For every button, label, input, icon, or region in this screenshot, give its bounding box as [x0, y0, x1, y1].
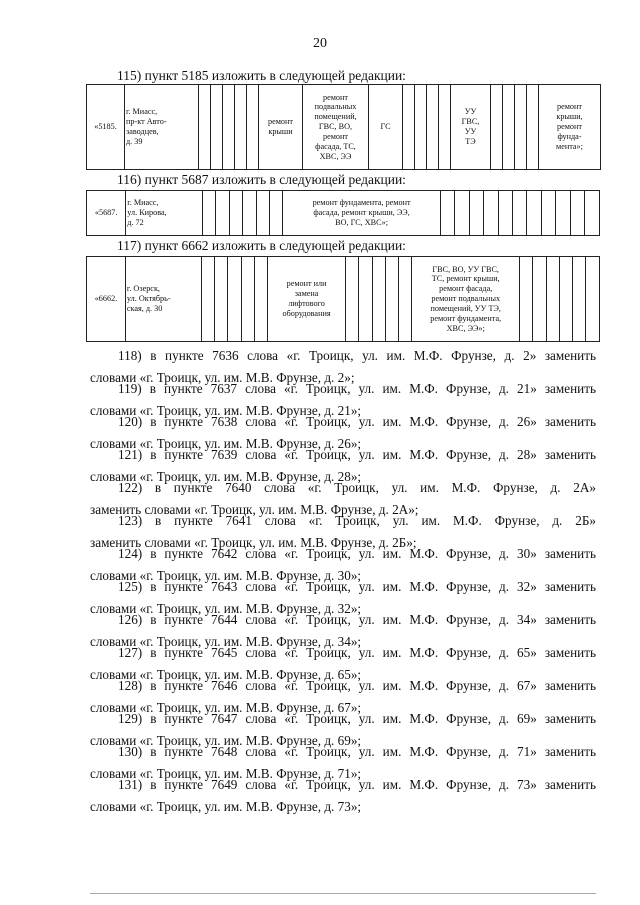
- empty-cell: [491, 85, 503, 170]
- empty-cell: [484, 191, 498, 236]
- empty-cell: [235, 85, 247, 170]
- table-row: [87, 85, 601, 170]
- empty-cell: [503, 85, 515, 170]
- paragraph-line: 123) в пункте 7641 слова «г. Троицк, ул. им. М.Ф. Фрунзе, д. 2Б»: [118, 513, 596, 528]
- empty-cell: [527, 191, 541, 236]
- paragraph-line: 120) в пункте 7638 слова «г. Троицк, ул. им. М.Ф. Фрунзе, д. 26» заменить: [118, 414, 596, 429]
- empty-cell: [513, 191, 527, 236]
- paragraph-line: 128) в пункте 7646 слова «г. Троицк, ул. им. М.Ф. Фрунзе, д. 67» заменить: [118, 678, 596, 693]
- empty-cell: [201, 257, 214, 342]
- cell-address: г. Озерск, ул. Октябрь- ская, д. 30: [125, 257, 201, 342]
- empty-cell: [527, 85, 539, 170]
- empty-cell: [573, 257, 586, 342]
- paragraph-line: заменить словами «г. Троицк, ул. им. М.В. Фрунзе, д. 2А»;: [90, 501, 419, 517]
- paragraph-line: 131) в пункте 7649 слова «г. Троицк, ул. им. М.Ф. Фрунзе, д. 73» заменить: [118, 777, 596, 792]
- empty-cell: [216, 191, 229, 236]
- empty-cell: [415, 85, 427, 170]
- empty-cell: [241, 257, 254, 342]
- empty-cell: [541, 191, 555, 236]
- table-6662: [86, 256, 600, 342]
- cell-number: «5687.: [87, 191, 126, 236]
- empty-cell: [533, 257, 546, 342]
- empty-cell: [345, 257, 358, 342]
- empty-cell: [440, 191, 454, 236]
- paragraph-line: 121) в пункте 7639 слова «г. Троицк, ул. им. М.Ф. Фрунзе, д. 28» заменить: [118, 447, 596, 462]
- empty-cell: [359, 257, 372, 342]
- empty-cell: [498, 191, 512, 236]
- paragraph-line: словами «г. Троицк, ул. им. М.В. Фрунзе, д. 71»;: [90, 765, 362, 781]
- paragraph-line: 126) в пункте 7644 слова «г. Троицк, ул. им. М.Ф. Фрунзе, д. 34» заменить: [118, 612, 596, 627]
- table-5687: [86, 190, 600, 236]
- paragraph-line: словами «г. Троицк, ул. им. М.В. Фрунзе, д. 26»;: [90, 435, 362, 451]
- empty-cell: [439, 85, 451, 170]
- paragraph-line: словами «г. Троицк, ул. им. М.В. Фрунзе, д. 2»;: [90, 369, 355, 385]
- paragraph-line: словами «г. Троицк, ул. им. М.В. Фрунзе, д. 28»;: [90, 468, 362, 484]
- empty-cell: [247, 85, 259, 170]
- empty-cell: [585, 191, 600, 236]
- cell-number: «5185.: [87, 85, 125, 170]
- cell-work: ремонт крыши, ремонт фунда- мента»;: [539, 85, 601, 170]
- paragraph-line: 118) в пункте 7636 слова «г. Троицк, ул. им. М.Ф. Фрунзе, д. 2» заменить: [118, 348, 596, 363]
- empty-cell: [202, 191, 215, 236]
- empty-cell: [399, 257, 412, 342]
- empty-cell: [256, 191, 269, 236]
- table-5185: [86, 84, 601, 170]
- section-heading-115: 115) пункт 5185 изложить в следующей редакции:: [117, 68, 406, 83]
- paragraph-line: словами «г. Троицк, ул. им. М.В. Фрунзе, д. 69»;: [90, 732, 362, 748]
- paragraph-line: 122) в пункте 7640 слова «г. Троицк, ул. им. М.Ф. Фрунзе, д. 2А»: [118, 480, 596, 495]
- section-heading-116: 116) пункт 5687 изложить в следующей редакции:: [117, 172, 406, 187]
- paragraph-131: [90, 774, 596, 817]
- paragraph-line: заменить словами «г. Троицк, ул. им. М.В. Фрунзе, д. 2Б»;: [90, 534, 417, 550]
- cell-address: г. Миасс, ул. Кирова, д. 72: [126, 191, 203, 236]
- empty-cell: [515, 85, 527, 170]
- empty-cell: [403, 85, 415, 170]
- empty-cell: [211, 85, 223, 170]
- empty-cell: [270, 191, 283, 236]
- section-heading-117: 117) пункт 6662 изложить в следующей редакции:: [117, 238, 406, 253]
- empty-cell: [228, 257, 241, 342]
- empty-cell: [254, 257, 267, 342]
- cell-work: ремонт крыши: [259, 85, 303, 170]
- empty-cell: [570, 191, 584, 236]
- empty-cell: [469, 191, 483, 236]
- empty-cell: [229, 191, 242, 236]
- empty-cell: [556, 191, 570, 236]
- paragraph-line: словами «г. Троицк, ул. им. М.В. Фрунзе, д. 30»;: [90, 567, 362, 583]
- cell-work: ГВС, ВО, УУ ГВС, ТС, ремонт крыши, ремонт фасада, ремонт подвальных помещений, УУ ТЭ, ремонт фундамента, ХВС, ЭЭ»;: [412, 257, 520, 342]
- paragraph-line: словами «г. Троицк, ул. им. М.В. Фрунзе, д. 73»;: [90, 798, 362, 814]
- paragraph-line: 129) в пункте 7647 слова «г. Троицк, ул. им. М.Ф. Фрунзе, д. 69» заменить: [118, 711, 596, 726]
- page-number: 20: [313, 36, 327, 51]
- empty-cell: [427, 85, 439, 170]
- paragraph-line: словами «г. Троицк, ул. им. М.В. Фрунзе, д. 34»;: [90, 633, 362, 649]
- empty-cell: [214, 257, 227, 342]
- empty-cell: [586, 257, 600, 342]
- empty-cell: [559, 257, 572, 342]
- paragraph-line: 127) в пункте 7645 слова «г. Троицк, ул. им. М.Ф. Фрунзе, д. 65» заменить: [118, 645, 596, 660]
- empty-cell: [243, 191, 256, 236]
- cell-work: ремонт или замена лифтового оборудования: [268, 257, 346, 342]
- empty-cell: [455, 191, 469, 236]
- empty-cell: [519, 257, 532, 342]
- paragraph-line: словами «г. Троицк, ул. им. М.В. Фрунзе, д. 21»;: [90, 402, 362, 418]
- empty-cell: [546, 257, 559, 342]
- cell-address: г. Миасс, пр-кт Авто- заводцев, д. 39: [125, 85, 199, 170]
- cell-work: УУ ГВС, УУ ТЭ: [451, 85, 491, 170]
- paragraph-line: словами «г. Троицк, ул. им. М.В. Фрунзе, д. 67»;: [90, 699, 362, 715]
- table-row: [87, 257, 600, 342]
- paragraph-line: 125) в пункте 7643 слова «г. Троицк, ул. им. М.Ф. Фрунзе, д. 32» заменить: [118, 579, 596, 594]
- cell-work: ремонт подвальных помещений, ГВС, ВО, ремонт фасада, ТС, ХВС, ЭЭ: [303, 85, 369, 170]
- paragraph-line: словами «г. Троицк, ул. им. М.В. Фрунзе, д. 65»;: [90, 666, 362, 682]
- paragraph-line: 119) в пункте 7637 слова «г. Троицк, ул. им. М.Ф. Фрунзе, д. 21» заменить: [118, 381, 596, 396]
- cell-work: ремонт фундамента, ремонт фасада, ремонт крыши, ЭЭ, ВО, ГС, ХВС»;: [283, 191, 440, 236]
- paragraph-line: 130) в пункте 7648 слова «г. Троицк, ул. им. М.Ф. Фрунзе, д. 71» заменить: [118, 744, 596, 759]
- empty-cell: [223, 85, 235, 170]
- cell-work: ГС: [369, 85, 403, 170]
- empty-cell: [385, 257, 398, 342]
- footer-divider: [90, 893, 596, 894]
- cell-number: «6662.: [87, 257, 126, 342]
- paragraph-line: 124) в пункте 7642 слова «г. Троицк, ул. им. М.Ф. Фрунзе, д. 30» заменить: [118, 546, 596, 561]
- paragraph-line: словами «г. Троицк, ул. им. М.В. Фрунзе, д. 32»;: [90, 600, 362, 616]
- table-row: [87, 191, 600, 236]
- empty-cell: [372, 257, 385, 342]
- empty-cell: [199, 85, 211, 170]
